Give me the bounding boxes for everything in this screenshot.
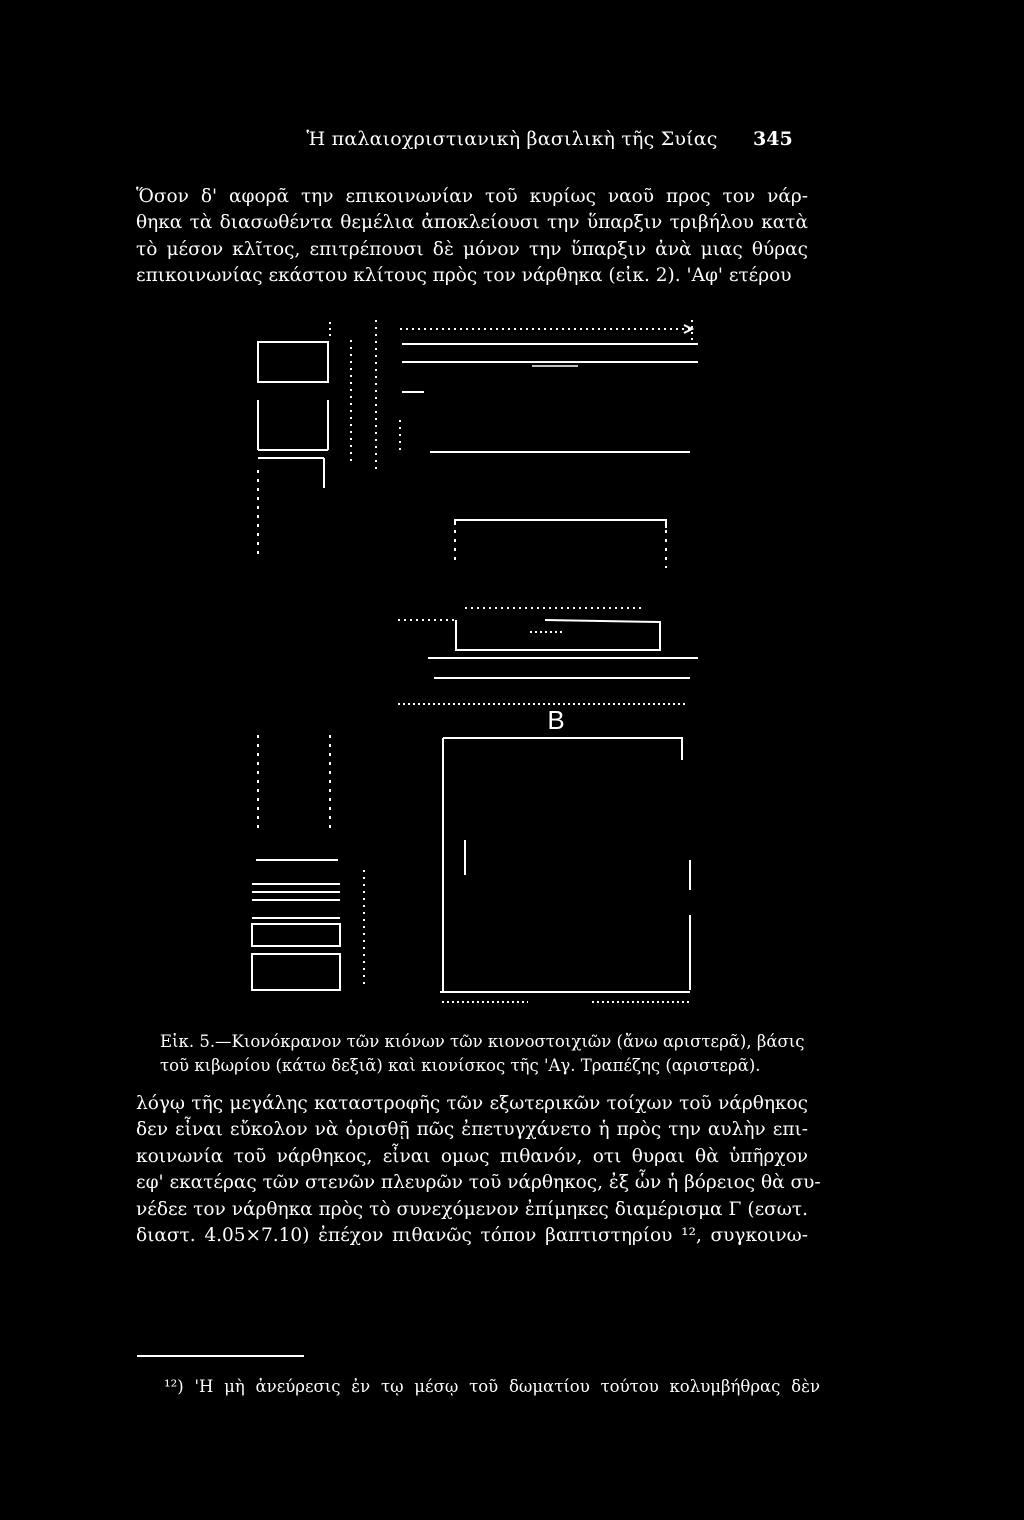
upper-right-drawing	[400, 320, 698, 455]
ciborium-base-drawing	[398, 520, 698, 704]
running-header: Ἡ παλαιοχριστιανικὴ βασιλικὴ τῆς Συίας	[306, 128, 718, 150]
paragraph-2	[136, 1091, 821, 1249]
paragraph-line: κοινωνία τοῦ νάρθηκος, εἶναι ομως πιθανόν, οτι θυραι θὰ ὑπῆρχον	[136, 1145, 808, 1167]
footnote-divider	[137, 1355, 304, 1357]
figure-label-b: B	[547, 705, 565, 735]
paragraph-line: λόγῳ τῆς μεγάλης καταστροφῆς τῶν εξωτερικῶν τοίχων τοῦ νάρθηκος	[136, 1093, 808, 1114]
paragraph-line: νέδεε τον νάρθηκα πρὸς τὸ συνεχόμενον ἐπίμηκες διαμέρισμα Γ (εσωτ.	[136, 1198, 808, 1220]
page-number: 345	[753, 128, 793, 150]
paragraph-line: εφ' εκατέρας τῶν στενῶν πλευρῶν τοῦ νάρθηκος, ἐξ ὧν ἡ βόρειος θὰ συ-	[136, 1172, 821, 1194]
paragraph-line: επικοινωνίας εκάστου κλίτους πρὸς τον νάρθηκα (εἰκ. 2). 'Αφ' ετέρου	[136, 265, 792, 287]
base-b-drawing	[440, 738, 692, 1002]
caption-line: τοῦ κιβωρίου (κάτω δεξιᾶ) καὶ κιονίσκος τῆς 'Αγ. Τραπέζης (αριστερᾶ).	[160, 1056, 761, 1075]
colonnette-drawing	[252, 735, 364, 990]
paragraph-line: δεν εἶναι εὔκολον νὰ ὁρισθῇ πῶς ἐπετυγχάνετο ἡ πρὸς την αυλὴν επι-	[136, 1119, 808, 1141]
footnote: ¹²) 'Η μὴ ἀνεύρεσις ἐν τῳ μέσῳ τοῦ δωματίου τούτου κολυμβήθρας δὲν	[164, 1377, 820, 1396]
figure-caption	[160, 1030, 805, 1078]
paragraph-line: Ὅσον δ' αφορᾶ την επικοινωνίαν τοῦ κυρίως ναοῦ προς τον νάρ-	[136, 186, 808, 207]
paragraph-line: θηκα τὰ διασωθέντα θεμέλια ἀποκλείουσι την ὕπαρξιν τριβήλου κατὰ	[136, 212, 808, 234]
paragraph-line: τὸ μέσον κλῖτος, επιτρέπουσι δὲ μόνον την ὕπαρξιν ἀνὰ μιας θύρας	[136, 238, 808, 260]
caption-line: Εἰκ. 5.—Κιονόκρανον τῶν κιόνων τῶν κιονοστοιχιῶν (ἄνω αριστερᾶ), βάσις	[160, 1032, 805, 1051]
capital-drawing	[258, 320, 376, 555]
paragraph-line: διαστ. 4.05×7.10) ἐπέχον πιθανῶς τόπον βαπτιστηρίου ¹², συγκοινω-	[136, 1225, 808, 1247]
